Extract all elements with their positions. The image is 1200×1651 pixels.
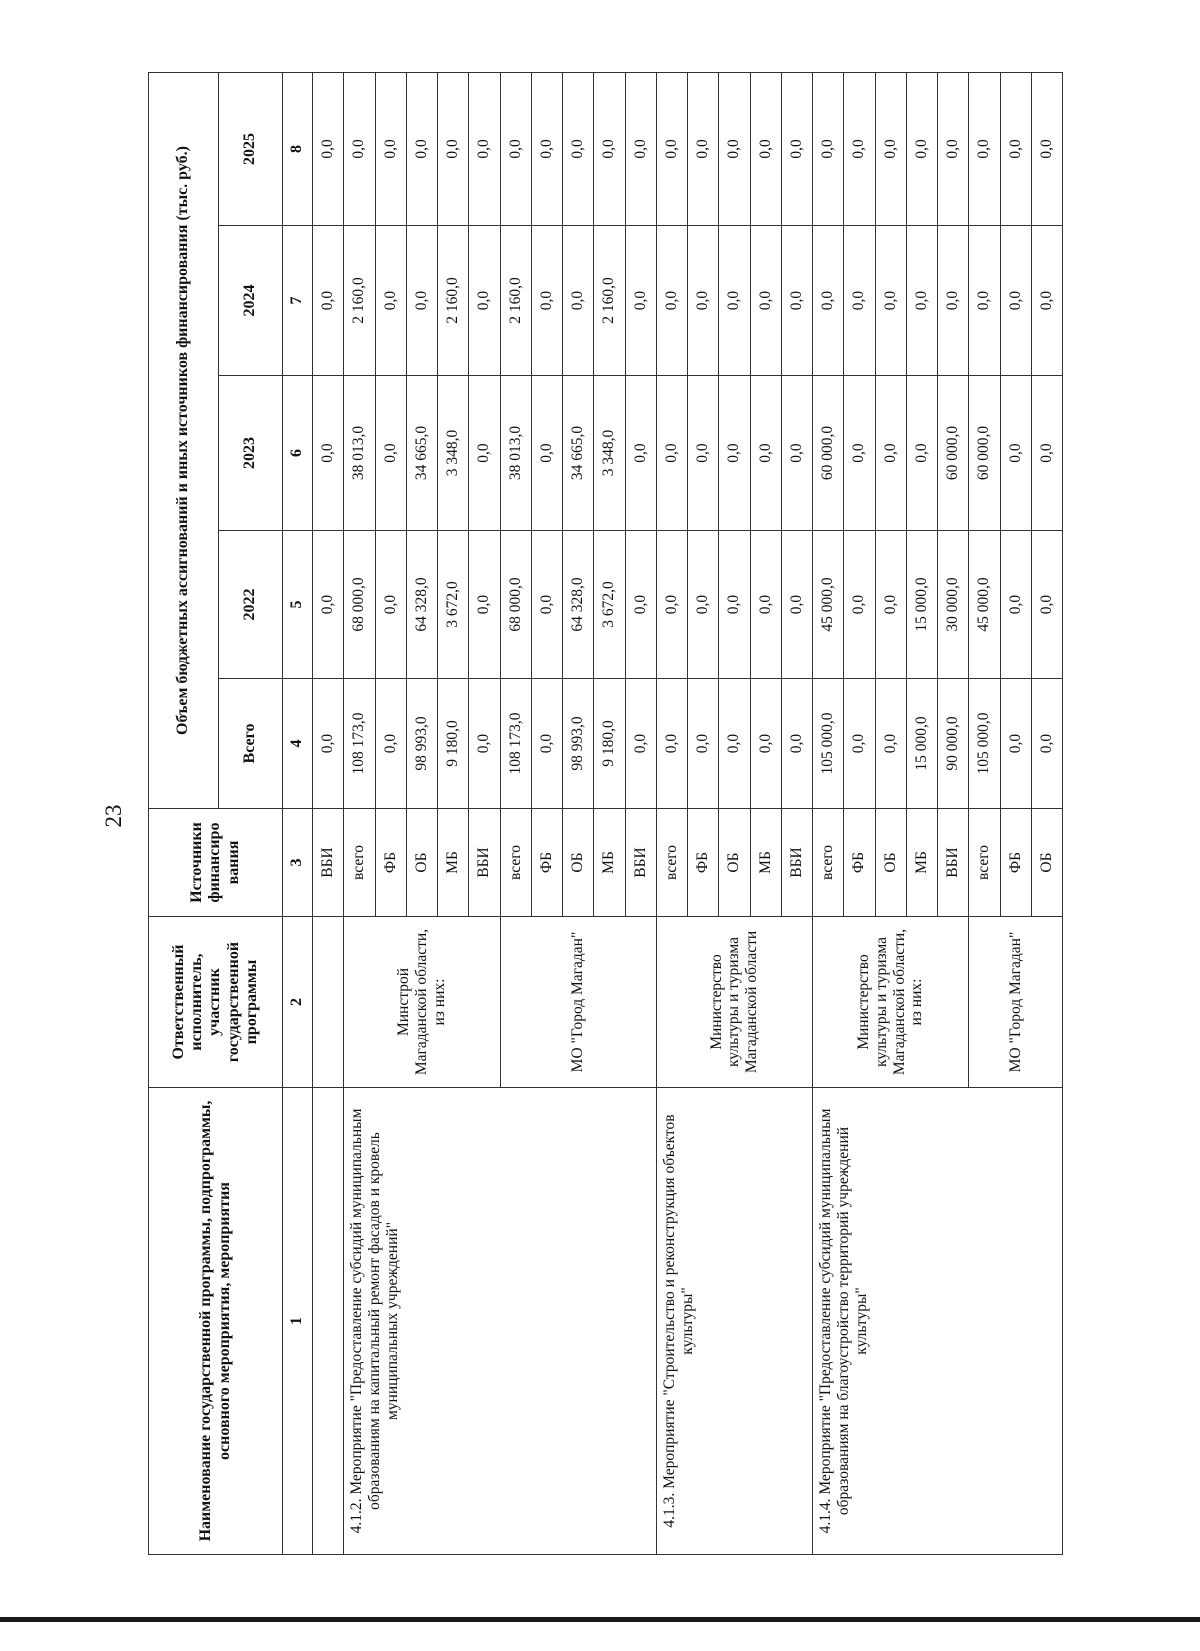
source-cell: всего	[500, 809, 531, 917]
value-cell: 3 348,0	[438, 376, 469, 531]
value-cell: 0,0	[656, 531, 687, 679]
value-cell: 0,0	[625, 376, 656, 531]
header-year: 2023	[219, 376, 283, 531]
value-cell: 0,0	[313, 72, 344, 225]
value-cell: 108 173,0	[500, 679, 531, 809]
value-cell: 38 013,0	[344, 376, 375, 531]
measure-name: 4.1.3. Мероприятие "Строительство и реконструкция объектов культуры"	[656, 1088, 812, 1555]
table-row	[344, 72, 375, 1554]
value-cell: 0,0	[875, 226, 906, 376]
value-cell: 0,0	[1031, 531, 1062, 679]
value-cell: 0,0	[375, 72, 406, 225]
value-cell: 0,0	[750, 376, 781, 531]
value-cell: 0,0	[563, 72, 594, 225]
page-number: 23	[101, 804, 126, 828]
value-cell: 45 000,0	[813, 531, 844, 679]
source-cell: ВБИ	[313, 809, 344, 917]
source-cell: ФБ	[844, 809, 875, 917]
source-cell: ОБ	[875, 809, 906, 917]
source-cell: всего	[344, 809, 375, 917]
executor-cell	[313, 917, 344, 1088]
executor-cell: МО "Город Магадан"	[500, 917, 656, 1088]
header-year: 2024	[219, 226, 283, 376]
value-cell: 90 000,0	[938, 679, 969, 809]
source-cell: ФБ	[375, 809, 406, 917]
value-cell: 0,0	[563, 226, 594, 376]
value-cell: 3 348,0	[594, 376, 625, 531]
value-cell: 34 665,0	[563, 376, 594, 531]
value-cell: 0,0	[750, 226, 781, 376]
column-number: 4	[283, 679, 313, 809]
value-cell: 0,0	[313, 226, 344, 376]
value-cell: 0,0	[1000, 531, 1031, 679]
value-cell: 0,0	[719, 72, 750, 225]
value-cell: 0,0	[781, 72, 812, 225]
value-cell: 0,0	[656, 679, 687, 809]
value-cell: 2 160,0	[594, 226, 625, 376]
value-cell: 0,0	[688, 531, 719, 679]
value-cell: 0,0	[469, 679, 500, 809]
value-cell: 0,0	[531, 679, 562, 809]
source-cell: МБ	[438, 809, 469, 917]
source-cell: ОБ	[1031, 809, 1062, 917]
header-year: Всего	[219, 679, 283, 809]
source-cell: ОБ	[719, 809, 750, 917]
source-cell: ОБ	[406, 809, 437, 917]
value-cell: 0,0	[844, 376, 875, 531]
column-numbers-row	[283, 72, 313, 1554]
value-cell: 98 993,0	[406, 679, 437, 809]
footer-bar	[0, 1617, 1200, 1622]
name-cell	[313, 1088, 344, 1555]
value-cell: 0,0	[906, 376, 937, 531]
table-row	[813, 72, 844, 1554]
value-cell: 0,0	[1031, 679, 1062, 809]
header-volume: Объем бюджетных ассигнований и иных источников финансирования (тыс. руб.)	[149, 72, 219, 808]
value-cell: 64 328,0	[406, 531, 437, 679]
value-cell: 98 993,0	[563, 679, 594, 809]
value-cell: 0,0	[313, 376, 344, 531]
value-cell: 60 000,0	[813, 376, 844, 531]
value-cell: 34 665,0	[406, 376, 437, 531]
source-cell: ФБ	[531, 809, 562, 917]
value-cell: 0,0	[688, 376, 719, 531]
value-cell: 0,0	[625, 679, 656, 809]
value-cell: 68 000,0	[500, 531, 531, 679]
value-cell: 0,0	[875, 72, 906, 225]
value-cell: 0,0	[313, 531, 344, 679]
source-cell: ВБИ	[469, 809, 500, 917]
value-cell: 0,0	[688, 226, 719, 376]
value-cell: 3 672,0	[594, 531, 625, 679]
column-number: 6	[283, 376, 313, 531]
value-cell: 0,0	[469, 531, 500, 679]
value-cell: 0,0	[969, 226, 1000, 376]
value-cell: 30 000,0	[938, 531, 969, 679]
value-cell: 0,0	[375, 226, 406, 376]
header-year: 2025	[219, 72, 283, 225]
column-number: 7	[283, 226, 313, 376]
value-cell: 108 173,0	[344, 679, 375, 809]
value-cell: 0,0	[1000, 376, 1031, 531]
source-cell: ФБ	[688, 809, 719, 917]
source-cell: всего	[969, 809, 1000, 917]
value-cell: 2 160,0	[344, 226, 375, 376]
value-cell: 0,0	[500, 72, 531, 225]
column-number: 1	[283, 1088, 313, 1555]
header-year: 2022	[219, 531, 283, 679]
executor-cell: МО "Город Магадан"	[969, 917, 1063, 1088]
column-number: 3	[283, 809, 313, 917]
value-cell: 0,0	[313, 679, 344, 809]
value-cell: 0,0	[469, 72, 500, 225]
value-cell: 38 013,0	[500, 376, 531, 531]
value-cell: 15 000,0	[906, 531, 937, 679]
value-cell: 0,0	[531, 376, 562, 531]
executor-cell: Министерство культуры и туризма Магаданской области	[656, 917, 812, 1088]
value-cell: 0,0	[531, 72, 562, 225]
source-cell: ВБИ	[938, 809, 969, 917]
value-cell: 68 000,0	[344, 531, 375, 679]
value-cell: 60 000,0	[938, 376, 969, 531]
value-cell: 0,0	[938, 226, 969, 376]
source-cell: ФБ	[1000, 809, 1031, 917]
value-cell: 0,0	[531, 226, 562, 376]
value-cell: 0,0	[844, 226, 875, 376]
value-cell: 0,0	[375, 679, 406, 809]
value-cell: 0,0	[719, 376, 750, 531]
measure-name: 4.1.2. Мероприятие "Предоставление субсидий муниципальным образованиям на капитальный ремонт фасадов и кровель муниципальных учреждений"	[344, 1088, 657, 1555]
value-cell: 0,0	[469, 376, 500, 531]
value-cell: 2 160,0	[500, 226, 531, 376]
value-cell: 0,0	[844, 679, 875, 809]
table-row	[313, 72, 344, 1554]
value-cell: 0,0	[1031, 72, 1062, 225]
value-cell: 0,0	[719, 679, 750, 809]
value-cell: 9 180,0	[594, 679, 625, 809]
value-cell: 105 000,0	[813, 679, 844, 809]
value-cell: 0,0	[625, 72, 656, 225]
value-cell: 0,0	[375, 531, 406, 679]
value-cell: 0,0	[781, 376, 812, 531]
value-cell: 0,0	[594, 72, 625, 225]
value-cell: 105 000,0	[969, 679, 1000, 809]
value-cell: 0,0	[844, 531, 875, 679]
value-cell: 0,0	[875, 531, 906, 679]
value-cell: 2 160,0	[438, 226, 469, 376]
value-cell: 64 328,0	[563, 531, 594, 679]
source-cell: всего	[813, 809, 844, 917]
source-cell: ВБИ	[625, 809, 656, 917]
value-cell: 0,0	[688, 72, 719, 225]
value-cell: 0,0	[656, 376, 687, 531]
measure-name: 4.1.4. Мероприятие "Предоставление субсидий муниципальным образованиям на благоустройство территорий учреждений культуры"	[813, 1088, 1063, 1555]
budget-table	[148, 72, 1063, 1555]
source-cell: МБ	[906, 809, 937, 917]
value-cell: 0,0	[938, 72, 969, 225]
value-cell: 0,0	[781, 531, 812, 679]
source-cell: МБ	[594, 809, 625, 917]
value-cell: 0,0	[750, 679, 781, 809]
value-cell: 0,0	[1031, 376, 1062, 531]
value-cell: 0,0	[469, 226, 500, 376]
value-cell: 0,0	[750, 531, 781, 679]
value-cell: 0,0	[813, 226, 844, 376]
header-name: Наименование государственной программы, подпрограммы, основного мероприятия, мероприятия	[149, 1088, 283, 1555]
value-cell: 0,0	[906, 72, 937, 225]
column-number: 2	[283, 917, 313, 1088]
rotated-page	[148, 73, 1063, 1555]
value-cell: 45 000,0	[969, 531, 1000, 679]
source-cell: ВБИ	[781, 809, 812, 917]
source-cell: МБ	[750, 809, 781, 917]
value-cell: 0,0	[781, 679, 812, 809]
value-cell: 0,0	[656, 226, 687, 376]
value-cell: 0,0	[750, 72, 781, 225]
source-cell: ОБ	[563, 809, 594, 917]
value-cell: 60 000,0	[969, 376, 1000, 531]
executor-cell: Министерство культуры и туризма Магаданской области, из них:	[813, 917, 969, 1088]
value-cell: 0,0	[813, 72, 844, 225]
value-cell: 0,0	[625, 531, 656, 679]
value-cell: 0,0	[688, 679, 719, 809]
value-cell: 0,0	[375, 376, 406, 531]
value-cell: 0,0	[1000, 72, 1031, 225]
value-cell: 0,0	[875, 679, 906, 809]
value-cell: 0,0	[656, 72, 687, 225]
column-number: 8	[283, 72, 313, 225]
table-body	[313, 72, 1063, 1554]
header-row	[149, 72, 219, 1554]
value-cell: 15 000,0	[906, 679, 937, 809]
value-cell: 0,0	[719, 531, 750, 679]
value-cell: 0,0	[969, 72, 1000, 225]
value-cell: 0,0	[1000, 226, 1031, 376]
header-executor: Ответственный исполнитель, участник государственной программы	[149, 917, 283, 1088]
value-cell: 0,0	[906, 226, 937, 376]
header-sources: Источники финансиро вания	[149, 809, 283, 917]
value-cell: 0,0	[406, 72, 437, 225]
value-cell: 0,0	[438, 72, 469, 225]
value-cell: 0,0	[781, 226, 812, 376]
value-cell: 9 180,0	[438, 679, 469, 809]
source-cell: всего	[656, 809, 687, 917]
table-row	[656, 72, 687, 1554]
value-cell: 0,0	[1031, 226, 1062, 376]
value-cell: 0,0	[719, 226, 750, 376]
value-cell: 0,0	[406, 226, 437, 376]
value-cell: 0,0	[1000, 679, 1031, 809]
value-cell: 0,0	[625, 226, 656, 376]
value-cell: 0,0	[344, 72, 375, 225]
column-number: 5	[283, 531, 313, 679]
value-cell: 0,0	[531, 531, 562, 679]
executor-cell: Минстрой Магаданской области, из них:	[344, 917, 500, 1088]
value-cell: 3 672,0	[438, 531, 469, 679]
value-cell: 0,0	[844, 72, 875, 225]
value-cell: 0,0	[875, 376, 906, 531]
